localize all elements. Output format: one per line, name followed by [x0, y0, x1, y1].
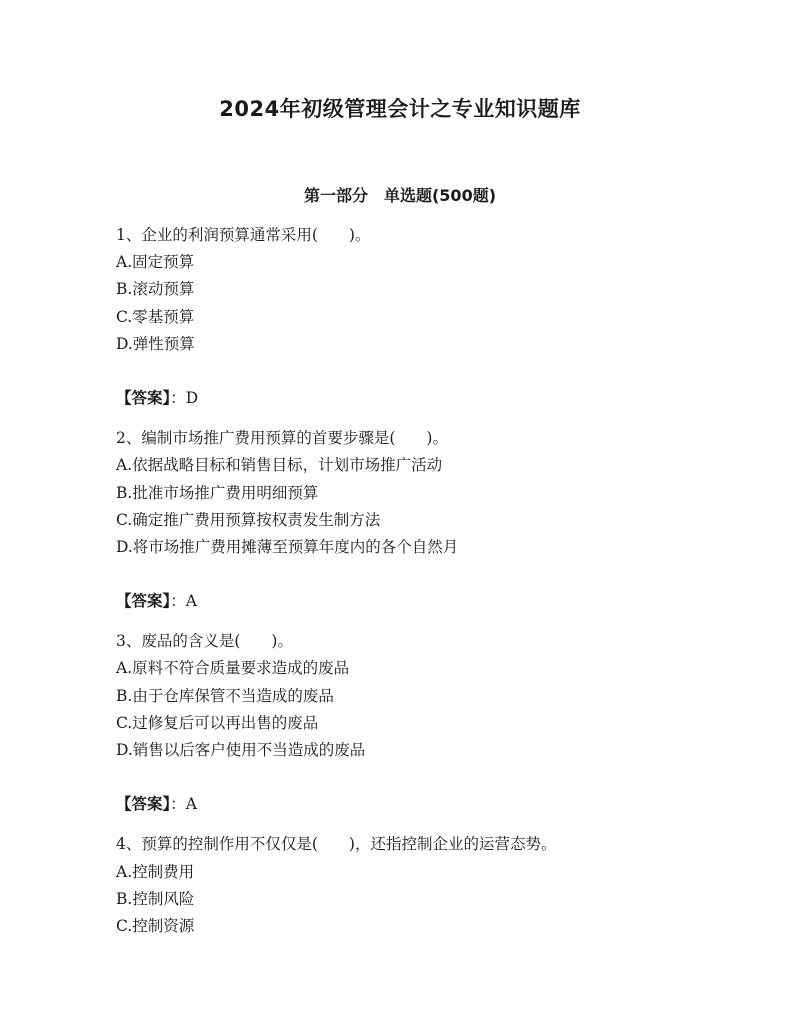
option-d: D.弹性预算 — [116, 334, 195, 353]
option-d: D.销售以后客户使用不当造成的废品 — [116, 741, 366, 759]
option-c: C.确定推广费用预算按权责发生制方法 — [116, 510, 381, 529]
document-title: 2024年初级管理会计之专业知识题库 — [219, 97, 581, 121]
answer-line — [116, 588, 716, 615]
question-3 — [116, 628, 716, 818]
option-a: A.依据战略目标和销售目标，计划市场推广活动 — [116, 456, 443, 475]
question-1 — [116, 222, 716, 412]
option-d: D.将市场推广费用摊薄至预算年度内的各个自然月 — [116, 537, 459, 556]
option-a: A.原料不符合质量要求造成的废品 — [116, 659, 350, 678]
answer-value: ：A — [170, 592, 197, 611]
answer-label: 【答案】 — [116, 592, 171, 611]
question-stem: 2、编制市场推广费用预算的首要步骤是( )。 — [116, 429, 448, 448]
answer-line — [116, 385, 716, 412]
option-a: A.固定预算 — [116, 253, 195, 272]
section-title: 第一部分 单选题(500题) — [303, 186, 497, 205]
answer-label: 【答案】 — [116, 388, 171, 407]
question-4 — [116, 831, 716, 940]
answer-line — [116, 791, 716, 818]
option-c: C.零基预算 — [116, 307, 195, 326]
question-stem: 4、预算的控制作用不仅仅是( )，还指控制企业的运营态势。 — [116, 835, 557, 854]
option-b: B.批准市场推广费用明细预算 — [116, 483, 319, 502]
option-b: B.由于仓库保管不当造成的废品 — [116, 686, 334, 705]
question-stem: 1、企业的利润预算通常采用( )。 — [116, 226, 371, 244]
option-a: A.控制费用 — [116, 862, 195, 881]
option-b: B.控制风险 — [116, 889, 195, 908]
answer-label: 【答案】 — [116, 795, 171, 814]
option-c: C.控制资源 — [116, 916, 195, 935]
question-2 — [116, 425, 716, 615]
answer-value: ：D — [170, 388, 199, 407]
answer-value: ：A — [170, 795, 197, 814]
option-c: C.过修复后可以再出售的废品 — [116, 713, 319, 732]
question-list — [116, 222, 716, 940]
option-b: B.滚动预算 — [116, 280, 195, 299]
question-stem: 3、废品的含义是( )。 — [116, 632, 293, 651]
